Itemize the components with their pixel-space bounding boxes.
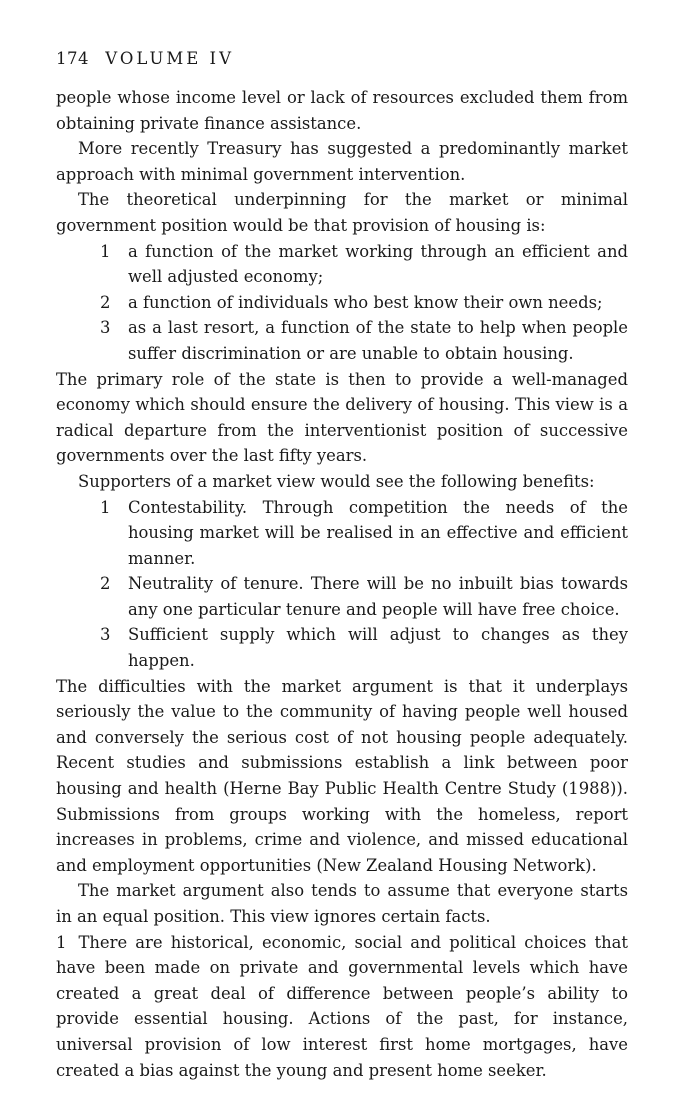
list-item-number: 1 [100,497,111,517]
list-item [56,622,628,673]
list-item [56,315,628,366]
paragraph-difficulties: The difficulties with the market argument is that it underplays seriously the value to the community of having people well housed and conversely the serious cost of not housing people adequately. Recent studies and submissions establish a link between poor housing and health (Herne Bay Public Health Centre Study (1988)). Submissions from groups working with the homeless, report increases in problems, crime and violence, and missed educational and employment opportunities (New Zealand Housing Network). [56,676,628,875]
running-title: VOLUME IV [105,49,234,68]
list-item [56,495,628,572]
list-item [56,239,628,290]
list-item [56,290,628,316]
list-item-number: 2 [100,574,111,594]
numbered-paragraph-text: There are historical, economic, social and political choices that have been made on private and governmental levels which have created a great deal of difference between people’s ability to provide essential housing. Actions of the past, for instance, universal provision of low interest first home mortgages, have created a bias against the young and present home seeker. [56,932,628,1080]
list-item-number: 3 [100,625,111,645]
paragraph-continued: people whose income level or lack of resources excluded them from obtaining private finance assistance. [56,88,628,133]
list-item-text: a function of the market working through an efficient and well adjusted economy; [128,241,628,287]
list-item-number: 2 [100,292,111,312]
book-page [56,48,628,1083]
list-item [56,571,628,622]
list-item-text: as a last resort, a function of the state to help when people suffer discrimination or are unable to obtain housing. [128,318,628,363]
paragraph-equal-position: The market argument also tends to assume that everyone starts in an equal position. This view ignores certain facts. [56,881,628,926]
housing-provision-list [56,239,628,367]
numbered-paragraph-number: 1 [56,932,67,952]
paragraph-treasury: More recently Treasury has suggested a predominantly market approach with minimal government intervention. [56,139,628,184]
market-benefits-list [56,495,628,674]
list-item-text: Contestability. Through competition the needs of the housing market will be realised in an effective and efficient manner. [128,497,628,568]
list-item-number: 1 [100,241,111,261]
numbered-paragraph [56,930,628,1084]
list-item-number: 3 [100,318,111,338]
list-item-text: Sufficient supply which will adjust to changes as they happen. [128,625,628,671]
list-item-text: a function of individuals who best know their own needs; [128,292,603,312]
paragraph-theoretical-underpinning: The theoretical underpinning for the market or minimal government position would be that provision of housing is: [56,190,628,235]
paragraph-supporters: Supporters of a market view would see the following benefits: [78,471,595,491]
page-number: 174 [56,49,89,68]
paragraph-primary-role: The primary role of the state is then to provide a well-managed economy which should ensure the delivery of housing. This view is a radical departure from the interventionist position of successive governments over the last fifty years. [56,369,628,466]
running-header [56,48,628,70]
list-item-text: Neutrality of tenure. There will be no inbuilt bias towards any one particular tenure and people will have free choice. [128,574,628,619]
